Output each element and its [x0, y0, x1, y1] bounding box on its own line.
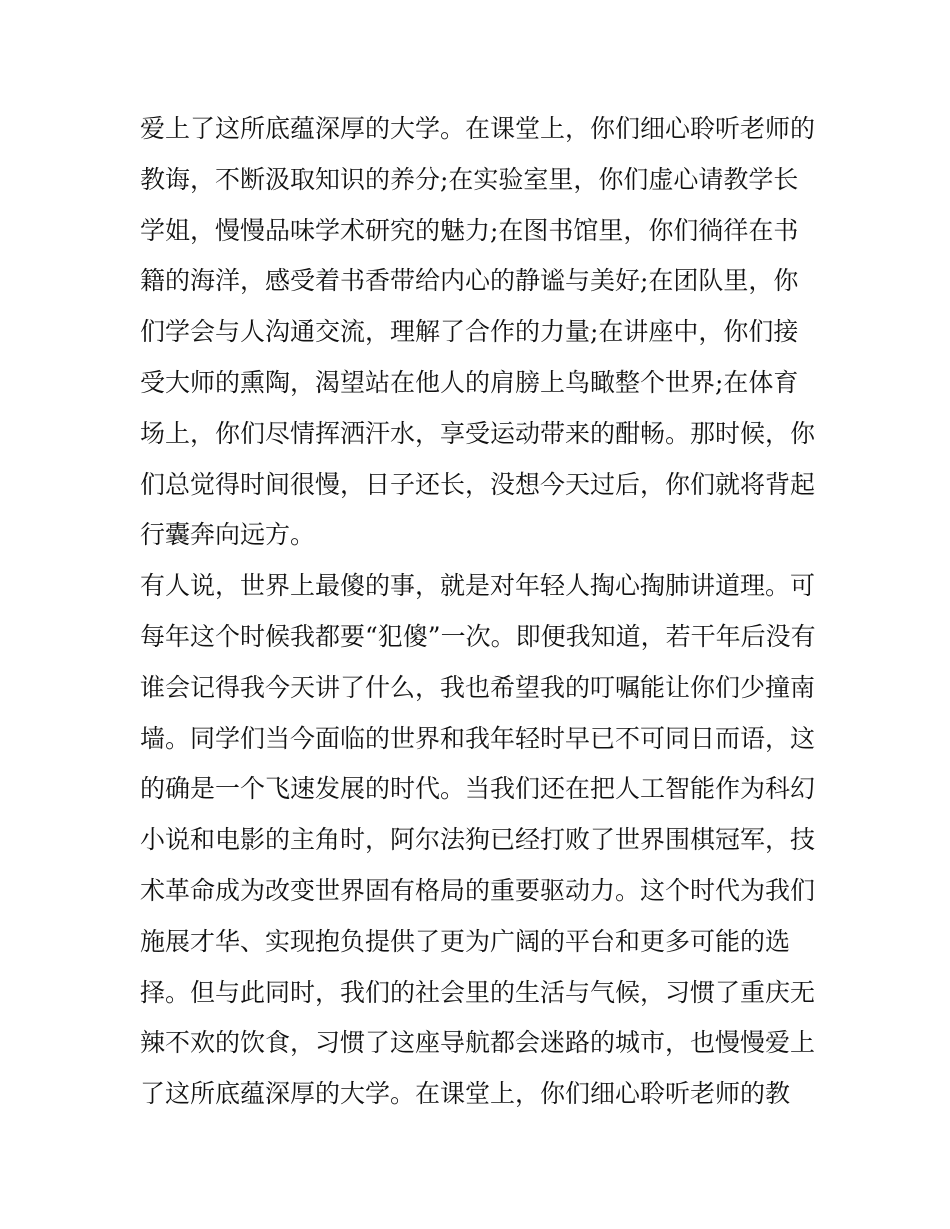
text-line: 爱上了这所底蕴深厚的大学。在课堂上，你们细心聆听老师的: [140, 114, 816, 143]
text-line: 学姐，慢慢品味学术研究的魅力;在图书馆里，你们徜徉在书: [140, 215, 799, 245]
text-line: 择。但与此同时，我们的社会里的生活与气候，习惯了重庆无: [140, 977, 816, 1007]
text-line: 施展才华、实现抱负提供了更为广阔的平台和更多可能的选: [140, 926, 791, 956]
text-line: 了这所底蕴深厚的大学。在课堂上，你们细心聆听老师的教: [140, 1079, 791, 1109]
text-line: 的确是一个飞速发展的时代。当我们还在把人工智能作为科幻: [140, 774, 816, 804]
text-line: 术革命成为改变世界固有格局的重要驱动力。这个时代为我们: [140, 875, 816, 905]
text-line: 行囊奔向远方。: [140, 520, 316, 550]
text-line: 辣不欢的饮食，习惯了这座导航都会迷路的城市，也慢慢爱上: [140, 1028, 816, 1058]
text-line: 每年这个时候我都要“犯傻”一次。即便我知道，若干年后没有: [140, 621, 816, 651]
text-line: 教诲，不断汲取知识的养分;在实验室里，你们虚心请教学长: [140, 164, 799, 194]
text-line: 小说和电影的主角时，阿尔法狗已经打败了世界围棋冠军，技: [140, 825, 816, 855]
text-line: 籍的海洋，感受着书香带给内心的静谧与美好;在团队里，你: [140, 266, 799, 296]
text-line: 们学会与人沟通交流，理解了合作的力量;在讲座中，你们接: [140, 317, 799, 347]
text-line: 谁会记得我今天讲了什么，我也希望我的叮嘱能让你们少撞南: [140, 672, 816, 702]
text-line: 有人说，世界上最傻的事，就是对年轻人掏心掏肺讲道理。可: [140, 571, 816, 601]
body-text: [140, 104, 820, 1120]
text-line: 墙。同学们当今面临的世界和我年轻时早已不可同日而语，这: [140, 723, 816, 753]
text-line: 们总觉得时间很慢，日子还长，没想今天过后，你们就将背起: [140, 469, 816, 499]
text-line: 场上，你们尽情挥洒汗水，享受运动带来的酣畅。那时候，你: [140, 418, 816, 448]
text-line: 受大师的熏陶，渴望站在他人的肩膀上鸟瞰整个世界;在体育: [140, 367, 799, 397]
